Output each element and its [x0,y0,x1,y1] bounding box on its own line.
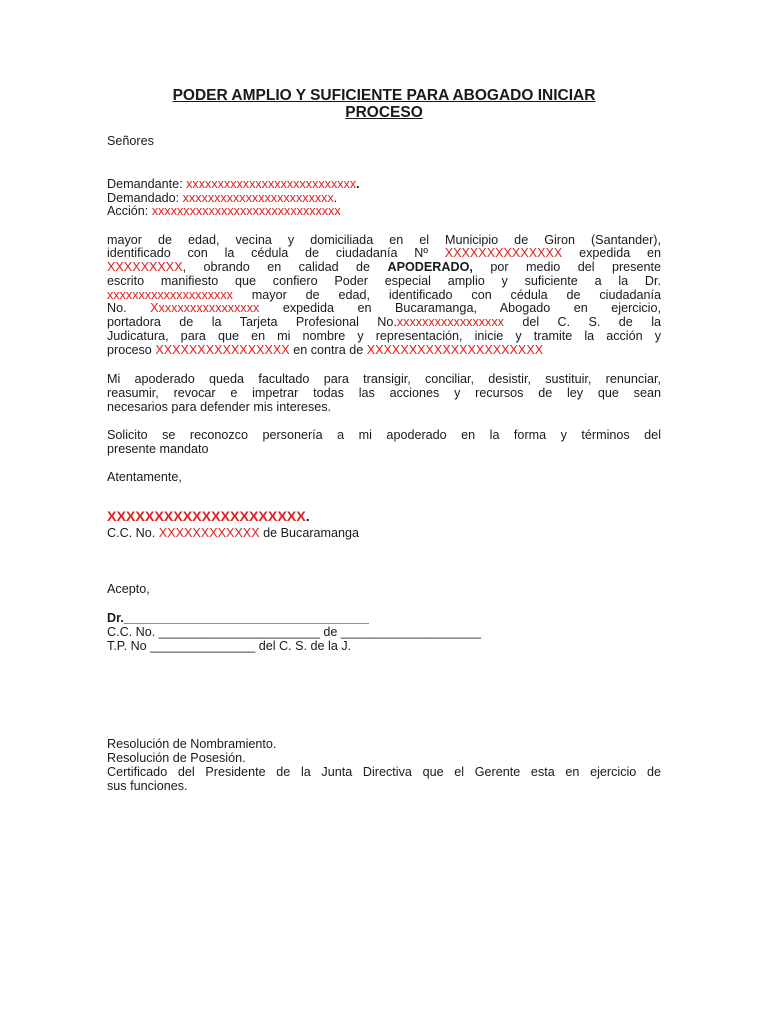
paragraph-1-line-4: escrito manifiesto que confiero Poder especial amplio y suficiente a la Dr. [107,274,661,288]
title-line-1: PODER AMPLIO Y SUFICIENTE PARA ABOGADO INICIAR [172,87,596,104]
cc-blank-line: C.C. No. _______________________ de ____________________ [107,625,481,639]
paragraph-1-line-6: No. Xxxxxxxxxxxxxxxxx expedida en Bucaramanga, Abogado en ejercicio, [107,301,661,315]
acepto: Acepto, [107,582,150,596]
paragraph-1-line-2: identificado con la cédula de ciudadanía Nº XXXXXXXXXXXXXX expedida en [107,246,661,260]
paragraph-3-line-2: presente mandato [107,442,209,456]
signer-name: XXXXXXXXXXXXXXXXXXXXX [107,509,306,525]
attachment-2: Resolución de Posesión. [107,751,246,765]
paragraph-1-line-7: portadora de la Tarjeta Profesional No.xxxxxxxxxxxxxxxxx del C. S. de la [107,315,662,329]
attachment-4: sus funciones. [107,779,188,793]
paragraph-1-line-1: mayor de edad, vecina y domiciliada en el Municipio de Giron (Santander), [107,233,661,247]
paragraph-2-line-1: Mi apoderado queda facultado para transigir, conciliar, desistir, sustituir, renunciar, [107,372,661,386]
demandado-label: Demandado: [107,191,183,205]
accion-line [107,205,661,219]
document-title [107,87,661,121]
paragraph-2-line-3: necesarios para defender mis intereses. [107,400,332,414]
paragraph-1-line-9: proceso XXXXXXXXXXXXXXXX en contra de XXXXXXXXXXXXXXXXXXXXX [107,343,544,357]
paragraph-1-line-8: Judicatura, para que en mi nombre y representación, inicie y tramite la acción y [107,329,661,343]
signer-name-line: XXXXXXXXXXXXXXXXXXXXX. [107,509,310,525]
demandante-label: Demandante: [107,177,187,191]
demandante-value: xxxxxxxxxxxxxxxxxxxxxxxxxxx [186,177,357,191]
dr-signature-line: Dr.___________________________________ [107,611,369,625]
demandado-line: Demandado: xxxxxxxxxxxxxxxxxxxxxxxx. [107,191,338,205]
closing: Atentamente, [107,470,182,484]
signer-cc-value: XXXXXXXXXXXX [158,526,260,540]
paragraph-1-line-3: XXXXXXXXX, obrando en calidad de APODERADO, por medio del presente [107,260,661,274]
apoderado-label: APODERADO, [387,260,473,274]
paragraph-2-line-2: reasumir, revocar e impetrar todas las acciones y recursos de ley que sean [107,386,661,400]
accion-label: Acción: [107,204,152,218]
title-line-2: PROCESO [345,104,423,121]
demandado-value: xxxxxxxxxxxxxxxxxxxxxxxx [182,191,334,205]
attachment-3: Certificado del Presidente de la Junta Directiva que el Gerente esta en ejercicio de [107,765,661,779]
signer-cc-line: C.C. No. XXXXXXXXXXXX de Bucaramanga [107,526,360,540]
demandante-line: Demandante: xxxxxxxxxxxxxxxxxxxxxxxxxxx. [107,177,360,191]
salutation: Señores [107,134,154,148]
attachment-1: Resolución de Nombramiento. [107,737,277,751]
accion-value: xxxxxxxxxxxxxxxxxxxxxxxxxxxxxx [151,204,341,218]
paragraph-1-line-5: xxxxxxxxxxxxxxxxxxxx mayor de edad, identificado con cédula de ciudadanía [107,288,661,302]
paragraph-3-line-1: Solicito se reconozco personería a mi apoderado en la forma y términos del [107,428,661,442]
tp-blank-line: T.P. No _______________ del C. S. de la J. [107,639,352,653]
